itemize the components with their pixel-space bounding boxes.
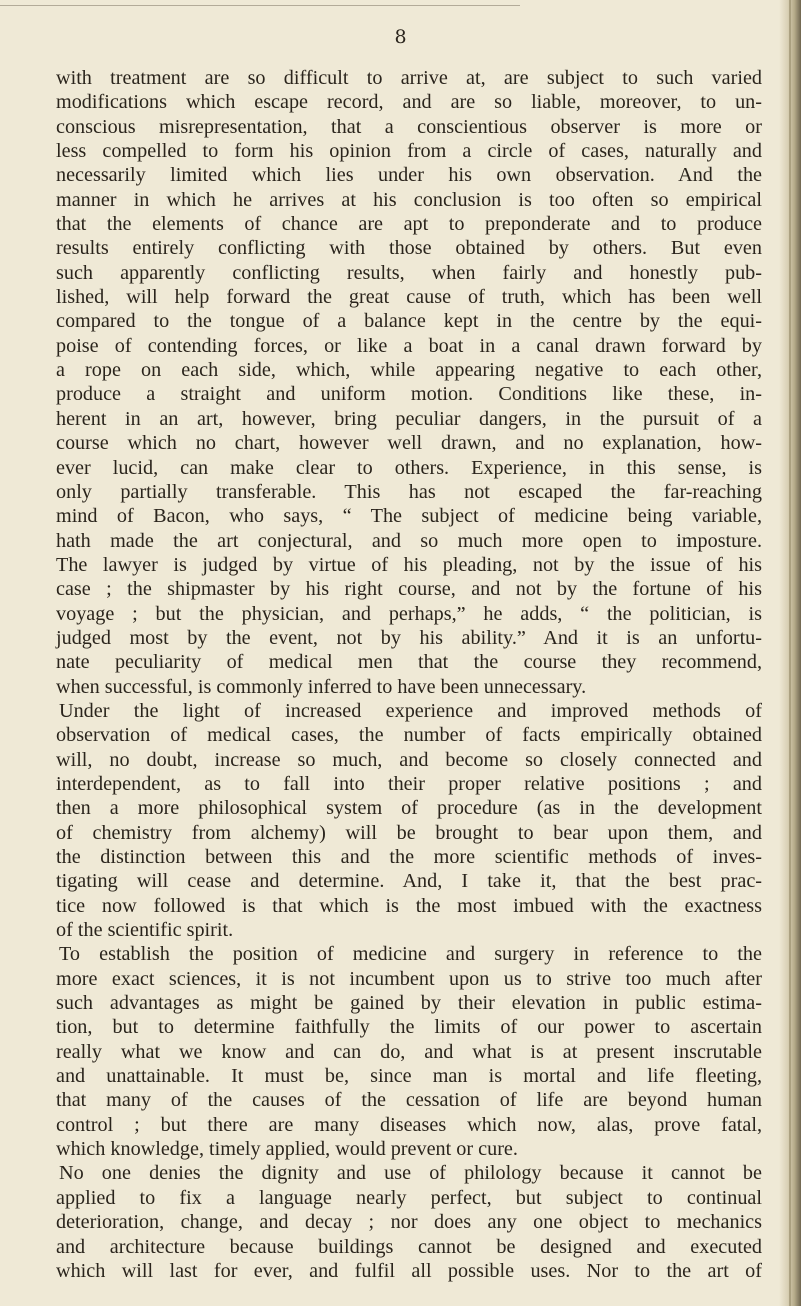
text-line: herent in an art, however, bring peculiar dangers, in the pursuit of a: [56, 407, 762, 430]
text-line: the distinction between this and the more scientific methods of inves-: [56, 846, 762, 868]
text-line: modifications which escape record, and are so liable, moreover, to un-: [56, 91, 762, 114]
text-line: when successful, is commonly inferred to have been unnecessary.: [56, 675, 587, 698]
paragraph: [56, 1161, 762, 1283]
text-line: lished, will help forward the great cause of truth, which has been well: [56, 286, 762, 309]
text-line: nate peculiarity of medical men that the course they recommend,: [56, 651, 762, 674]
text-line: that many of the causes of the cessation of life are beyond human: [56, 1089, 762, 1112]
text-line: mind of Bacon, who says, “ The subject of medicine being variable,: [56, 505, 762, 528]
text-line: which will last for ever, and fulfil all possible uses. Nor to the art of: [56, 1259, 762, 1282]
text-line: poise of contending forces, or like a boat in a canal drawn forward by: [56, 334, 762, 357]
page-number: 8: [394, 26, 407, 48]
text-line: really what we know and can do, and what is at present inscrutable: [56, 1040, 762, 1063]
text-line: less compelled to form his opinion from a circle of cases, naturally and: [56, 140, 762, 163]
text-line: ever lucid, can make clear to others. Experience, in this sense, is: [56, 456, 762, 479]
text-line: conscious misrepresentation, that a conscientious observer is more or: [56, 115, 762, 138]
text-line: a rope on each side, which, while appearing negative to each other,: [56, 359, 762, 382]
text-line: necessarily limited which lies under his own observation. And the: [56, 164, 762, 187]
text-line: applied to fix a language nearly perfect, but subject to continual: [56, 1186, 762, 1209]
text-line: control ; but there are many diseases which now, alas, prove fatal,: [56, 1113, 762, 1136]
text-line: The lawyer is judged by virtue of his pleading, not by the issue of his: [56, 553, 762, 576]
text-line: observation of medical cases, the number of facts empirically obtained: [56, 724, 762, 747]
text-line: then a more philosophical system of procedure (as in the development: [56, 797, 762, 820]
text-line: case ; the shipmaster by his right course, and not by the fortune of his: [56, 578, 762, 601]
text-line: manner in which he arrives at his conclusion is too often so empirical: [56, 188, 762, 211]
text-line: voyage ; but the physician, and perhaps,” he adds, “ the politician, is: [56, 602, 762, 625]
text-line: with treatment are so difficult to arrive at, are subject to such varied: [56, 67, 762, 89]
text-line: and architecture because buildings cannot be designed and executed: [56, 1235, 762, 1258]
text-line: and unattainable. It must be, since man is mortal and life fleeting,: [56, 1065, 762, 1088]
text-line: Under the light of increased experience and improved methods of: [59, 699, 762, 722]
text-line: will, no doubt, increase so much, and become so closely connected and: [56, 748, 762, 771]
paragraph: [56, 699, 762, 942]
text-line: such apparently conflicting results, when fairly and honestly pub-: [56, 261, 762, 284]
page-edge-line: [789, 0, 791, 1306]
text-line: tigating will cease and determine. And, I take it, that the best prac-: [56, 870, 762, 893]
text-line: deterioration, change, and decay ; nor does any one object to mechanics: [56, 1211, 762, 1234]
text-line: such advantages as might be gained by their elevation in public estima-: [56, 992, 762, 1015]
text-line: compared to the tongue of a balance kept in the centre by the equi-: [56, 310, 762, 333]
text-line: more exact sciences, it is not incumbent upon us to strive too much after: [56, 967, 762, 990]
text-line: judged most by the event, not by his ability.” And it is an unfortu-: [56, 626, 762, 649]
text-line: course which no chart, however well drawn, and no explanation, how-: [56, 432, 762, 455]
paragraph: [56, 942, 762, 1161]
text-line: No one denies the dignity and use of philology because it cannot be: [59, 1162, 762, 1185]
text-line: of chemistry from alchemy) will be brought to bear upon them, and: [56, 821, 762, 844]
text-line: interdependent, as to fall into their proper relative positions ; and: [56, 772, 762, 795]
text-line: produce a straight and uniform motion. Conditions like these, in-: [56, 383, 762, 406]
body-text: [56, 66, 762, 1283]
text-line: tice now followed is that which is the most imbued with the exactness: [56, 894, 762, 917]
text-line: which knowledge, timely applied, would prevent or cure.: [56, 1138, 518, 1161]
text-line: hath made the art conjectural, and so much more open to imposture.: [56, 529, 762, 552]
text-line: of the scientific spirit.: [56, 919, 234, 942]
text-line: results entirely conflicting with those obtained by others. But even: [56, 237, 762, 260]
text-line: only partially transferable. This has not escaped the far-reaching: [56, 480, 762, 503]
text-line: To establish the position of medicine and surgery in reference to the: [59, 943, 762, 966]
paragraph: [56, 66, 762, 699]
text-line: that the elements of chance are apt to preponderate and to produce: [56, 213, 762, 236]
top-edge-rule: [0, 5, 520, 6]
text-line: tion, but to determine faithfully the limits of our power to ascertain: [56, 1016, 762, 1039]
